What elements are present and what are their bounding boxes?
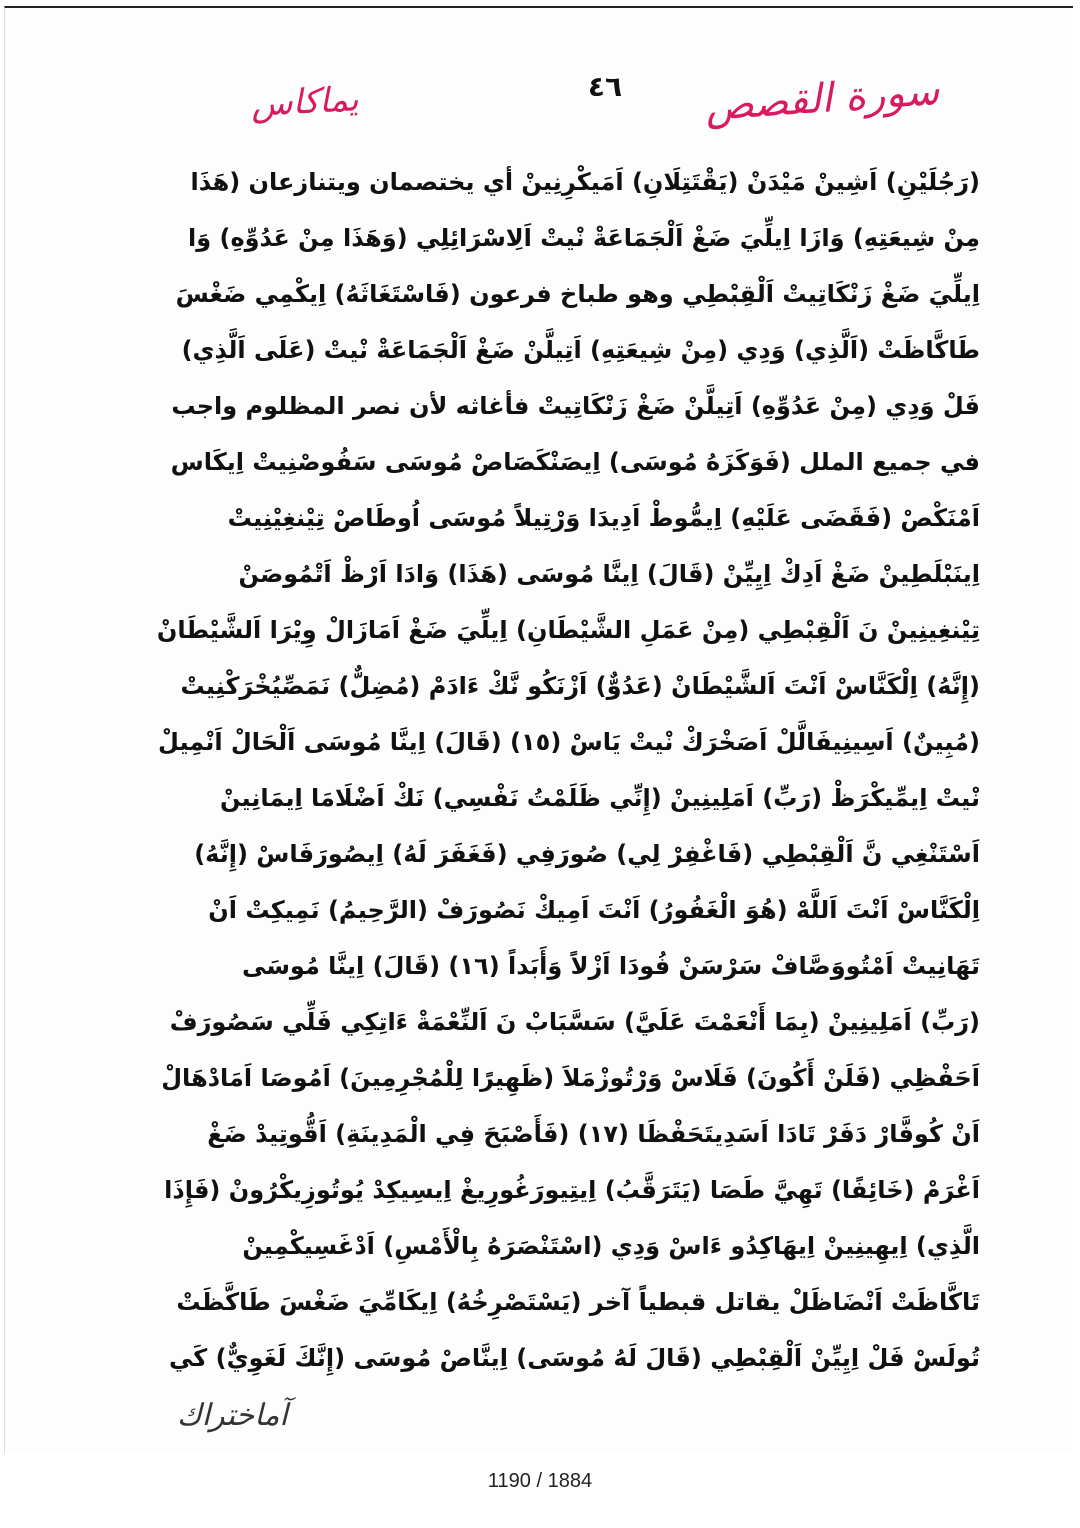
surah-title-handwritten: سورة القصص — [703, 67, 941, 131]
text-line: اَسْتَنْغِي نَّ اَلْقِبْطِي (فَاغْفِرْ لِي) صُورَفِي (فَغَفَرَ لَهُ) اِيصُورَفَاسْ (إِنَّهُ) — [194, 840, 980, 868]
text-line: نْيتْ اِيمِّيكْرَظْ (رَبِّ) اَمَلِينِينْ (إِنِّي ظَلَمْتُ نَفْسِي) نَكْ اَضْلَامَا اِيمَانِينْ — [219, 784, 980, 812]
text-line: طَاكَّاظَتْ (اَلَّذِي) وَدِي (مِنْ شِيعَتِهِ) اَتِيلَّنْ ضَغْ اَلْجَمَاعَةْ نْيتْ (عَلَى اَلَّذِي) — [181, 336, 980, 364]
manuscript-page — [4, 6, 1073, 1453]
text-line: فَلْ وَدِي (مِنْ عَدُوِّهِ) اَتِيلَّنْ ضَغْ زَنْكَاتِيتْ فأغاثه لأن نصر المظلوم واجب — [171, 392, 980, 420]
text-line: اَنْ كُوفَّارْ دَفَرْ تَادَا اَسَدِيتَحَفْظَا (١٧) (فَأَصْبَحَ فِي الْمَدِينَةِ) اَقُّوتِيدْ ضَغْ — [207, 1120, 980, 1148]
text-line: (رَجُلَيْنِ) اَشِينْ مَيْدَنْ (يَقْتَتِلَانِ) اَمَيكْرِنِينْ أي يختصمان ويتنازعان (هَذَا — [190, 168, 980, 196]
text-line: اِيلِّيَ ضَغْ زَنْكَاتِيتْ اَلْقِبْطِي وهو طباخ فرعون (فَاسْتَغَاثَهُ) اِيكْمِي ضَغْسَ — [175, 280, 980, 308]
page-counter: 1190 / 1884 — [487, 1470, 593, 1492]
text-line: تَاكَّاظَتْ اَنْضَاظَلْ يقاتل قبطياً آخر (يَسْتَصْرِخُهُ) اِيكَامِّيَ ضَغْسَ طَاكَّظَتْ — [176, 1288, 980, 1316]
text-line: (رَبِّ) اَمَلِينِينْ (بِمَا أَنْعَمْتَ عَلَيَّ) سَسَّبَابْ نَ اَلنِّعْمَةْ ءَاتِكِي فَلِّي سَصُورَفْ — [169, 1008, 980, 1036]
page-number: ٤٦ — [587, 70, 623, 103]
text-line: تُولَسْ فَلْ اِيِيِّنْ اَلْقِبْطِي (قَالَ لَهُ مُوسَى) اِينَّاصْ مُوسَى (إِنَّكَ لَغَوِيٌّ) كَي — [169, 1344, 980, 1372]
catchword-handwritten: آماختراك — [177, 1398, 288, 1433]
text-line: اَغْرَمْ (خَائِفًا) تَهِيَّ طَصَا (يَتَرَقَّبُ) اِيتِيورَغُورِيغْ اِيسِيكِدْ يُوتُوزِيكْرُونْ (فَإِذَا — [164, 1176, 980, 1204]
text-line: مِنْ شِيعَتِهِ) وَازَا اِيلِّيَ ضَغْ اَلْجَمَاعَةْ نْيتْ اَلِاسْرَائِلِي (وَهَذَا مِنْ عَدُوِّهِ) وَا — [188, 224, 980, 252]
text-line: اَحَفْظِي (فَلَنْ أَكُونَ) فَلَاسْ وَرْتُوزْمَلاَ (ظَهِيرًا لِلْمُجْرِمِينَ) اَمُوصَا اَمَادْهَالْ — [161, 1064, 980, 1092]
text-line: الَّذِي) اِيهِينِينْ اِيهَاكِدُو ءَاسْ وَدِي (اسْتَنْصَرَهُ بِالْأَمْسِ) اَدْغَسِيكْمِينْ — [242, 1232, 980, 1260]
text-line: (مُبِينٌ) اَسِينِيفَالَّلْ اَصَخْرَكْ نْيتْ يَاسْ (١٥) (قَالَ) اِينَّا مُوسَى اَلْحَالْ اَنْمِيلْ — [158, 728, 980, 756]
text-line: اَمْنَكْصْ (فَقَضَى عَلَيْهِ) اِيمُّوطْ اَدِيدَا وَرْتِيلاً مُوسَى اُوطَاصْ تِيْنغِيْنِيتْ — [227, 504, 980, 532]
text-line: اِلْكَنَّاسْ اَنْتَ اَللَّهْ (هُوَ الْغَفُورُ) اَنْتَ اَمِيكْ نَصُورَفْ (الرَّحِيمُ) نَمِيكِتْ اَنْ — [208, 896, 980, 924]
text-line: اِينَبْلَطِينْ ضَغْ اَدِكْ اِيِيِّنْ (قَالَ) اِينَّا مُوسَى (هَذَا) وَادَا اَرْظْ اَتْمُوصَنْ — [238, 560, 980, 588]
text-line: في جميع الملل (فَوَكَزَهُ مُوسَى) اِيصَنْكَصَاصْ مُوسَى سَفُوصْنِيتْ اِيكَاس — [170, 448, 980, 476]
text-body — [156, 154, 980, 1386]
handwritten-note: يماكاس — [250, 79, 360, 125]
text-line: تَهَانِيتْ اَمْتُووَصَّافْ سَرْسَنْ فُودَا اَزْلاً وَأَبَداً (١٦) (قَالَ) اِينَّا مُوسَى — [242, 952, 980, 980]
text-line: تِيْنغِينِينْ نَ اَلْقِبْطِي (مِنْ عَمَلِ الشَّيْطَانِ) اِيلِّيَ ضَغْ اَمَازَالْ وِيْرَا اَلشَّيْطَانْ — [156, 616, 980, 644]
text-line: (إِنَّهُ) اِلْكَنَّاسْ اَنْتَ اَلشَّيْطَانْ (عَدُوٌّ) اَزْنَكُو نَّكْ ءَادَمْ (مُضِلٌّ) نَمَصِّيُخْرَكْنِيتْ — [180, 672, 980, 700]
